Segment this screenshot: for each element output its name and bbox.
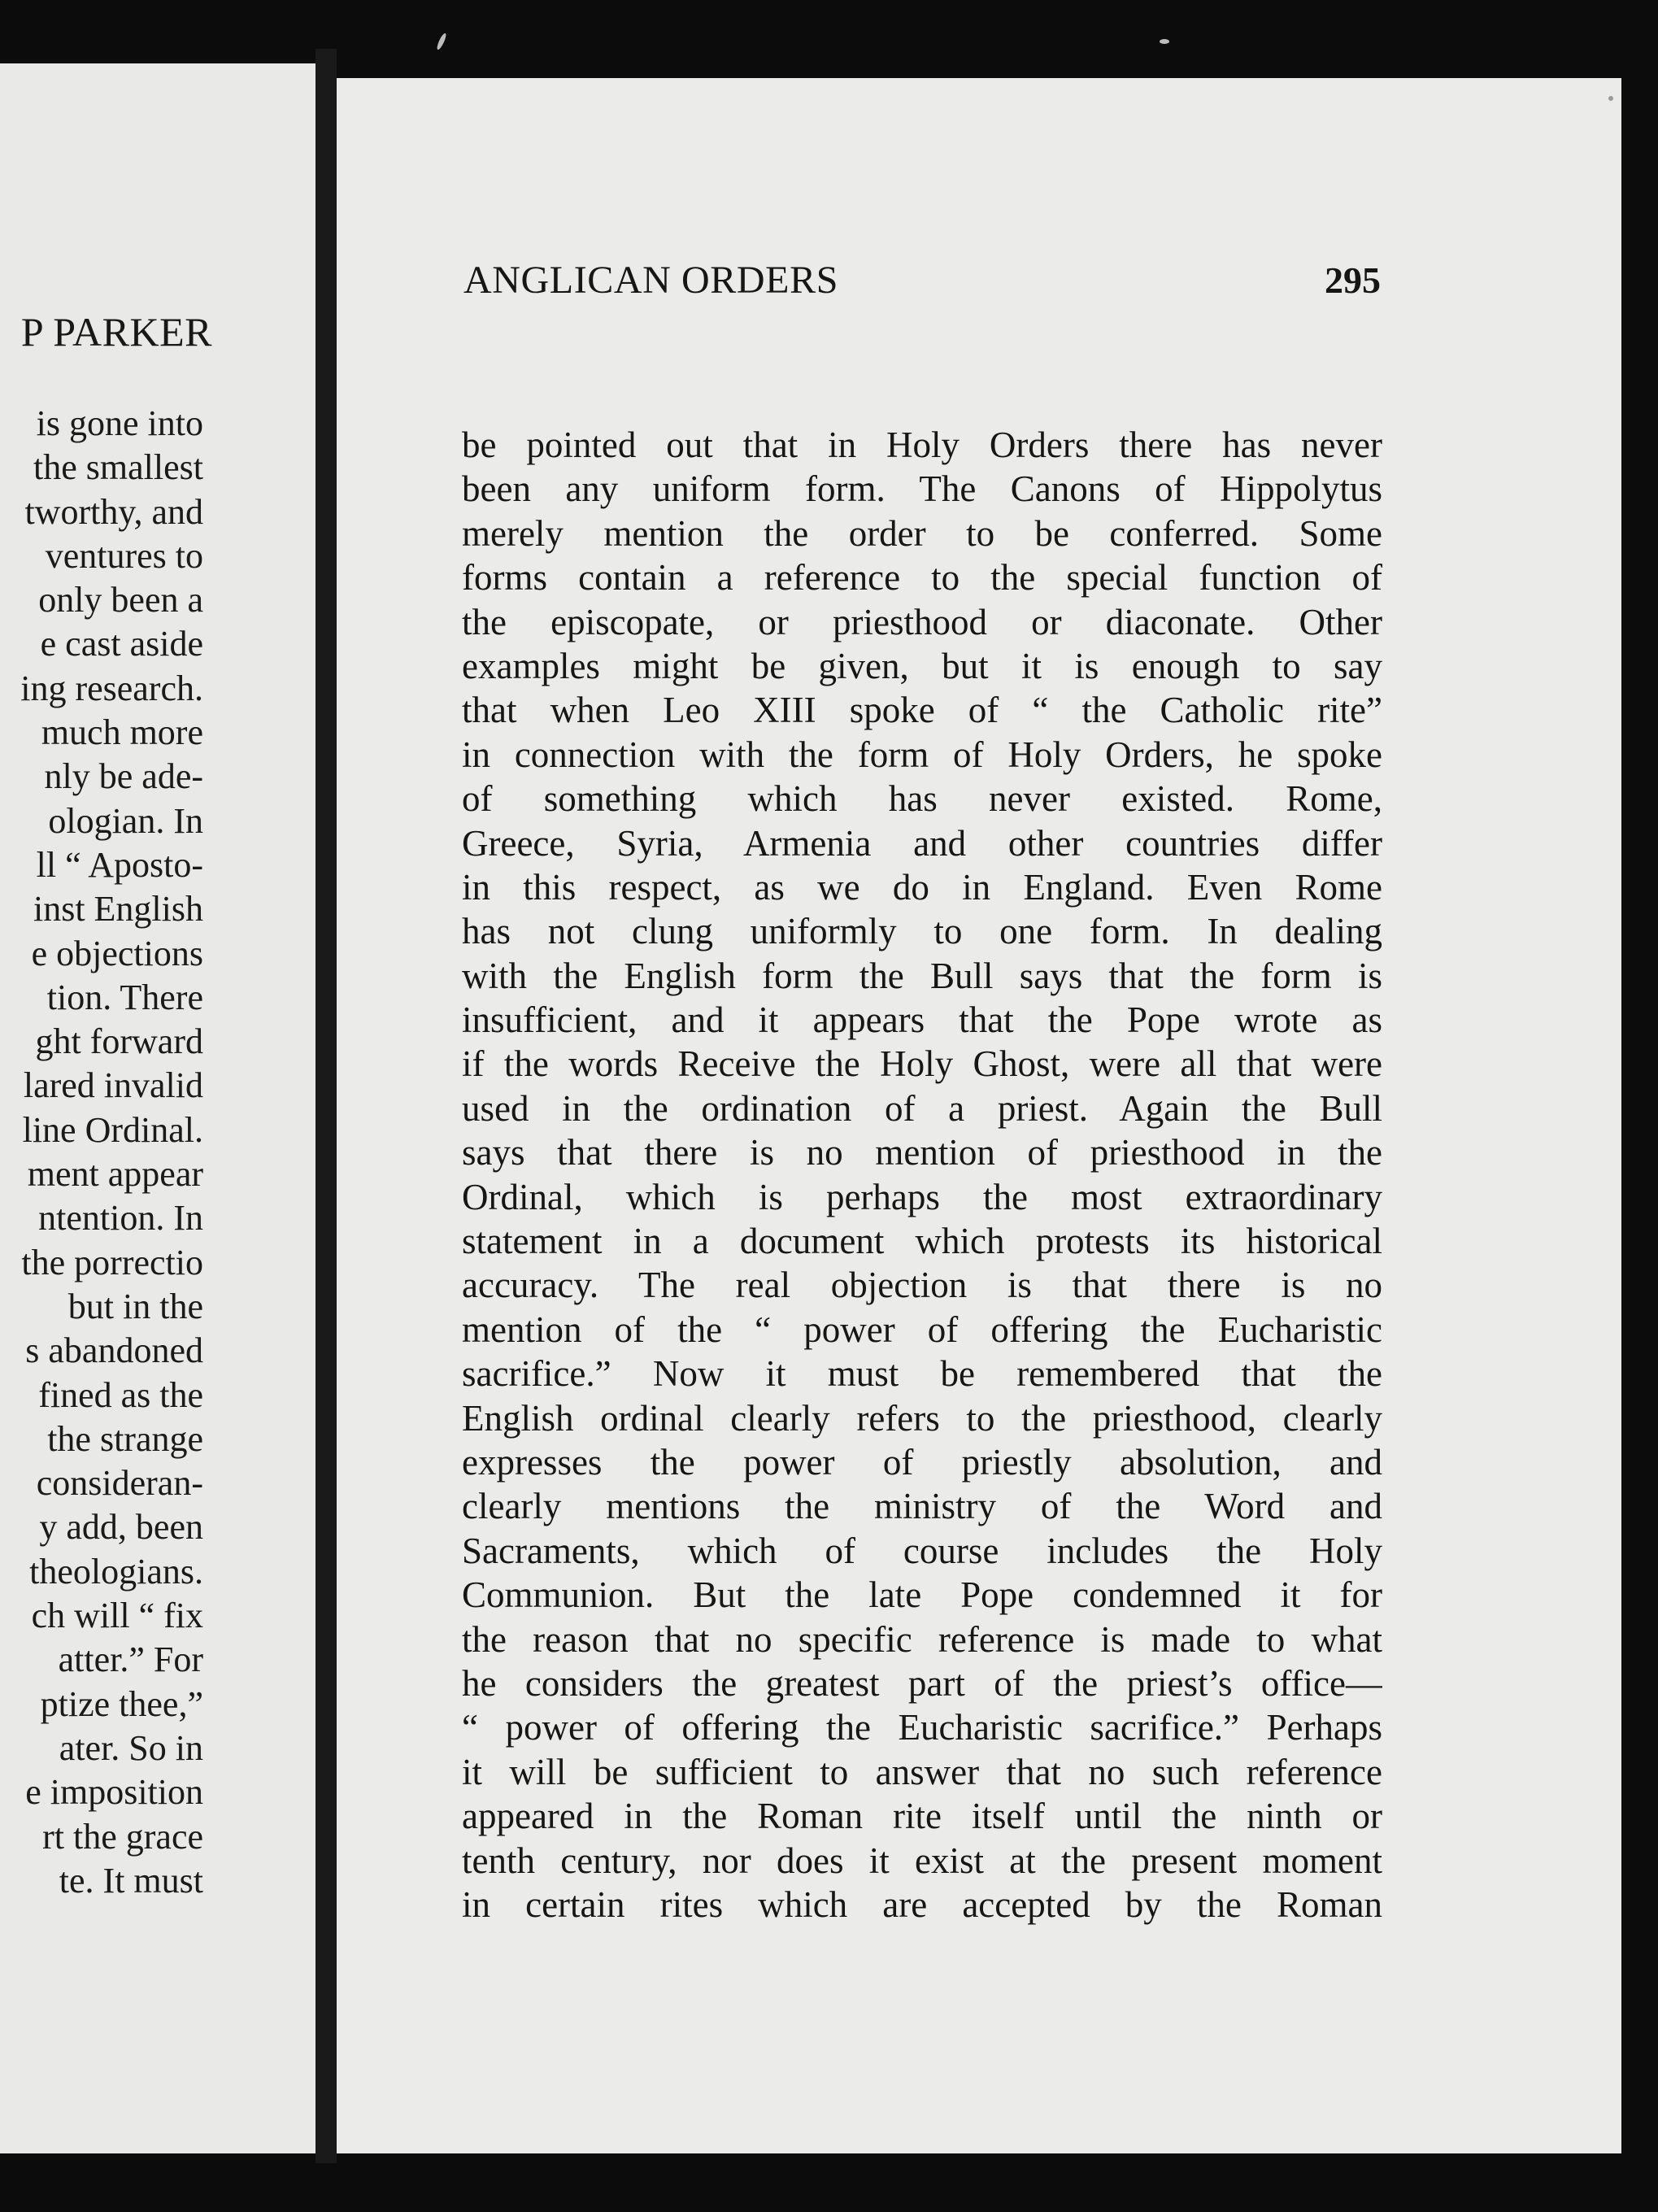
text-line: has not clung uniformly to one form. In dealing (462, 911, 1382, 952)
text-line: it will be sufficient to answer that no such reference (462, 1751, 1382, 1792)
book-gutter (315, 49, 337, 2163)
left-text-line: rt the grace (42, 1816, 203, 1857)
left-text-line: y add, been (39, 1507, 203, 1548)
left-text-line: inst English (33, 889, 203, 930)
left-text-line: e objections (31, 933, 203, 973)
text-line: Sacraments, which of course includes the Holy (462, 1530, 1382, 1571)
left-text-line: ing research. (20, 668, 203, 708)
text-line: merely mention the order to be conferred. Some (462, 512, 1382, 554)
text-line: English ordinal clearly refers to the priesthood, clearly (462, 1397, 1382, 1439)
text-line: mention of the “ power of offering the Eucharistic (462, 1308, 1382, 1350)
left-text-line: theologians. (29, 1551, 203, 1592)
text-line: been any uniform form. The Canons of Hippolytus (462, 468, 1382, 510)
left-text-line: ll “ Aposto- (36, 844, 203, 885)
left-text-line: but in the (67, 1286, 203, 1326)
text-line: that when Leo XIII spoke of “ the Catholic rite” (462, 690, 1382, 731)
left-text-line: ater. So in (59, 1727, 203, 1768)
left-text-line: e imposition (25, 1772, 203, 1813)
scan-speck (436, 33, 448, 50)
text-line: sacrifice.” Now it must be remembered that the (462, 1353, 1382, 1395)
text-line: expresses the power of priestly absolution, and (462, 1441, 1382, 1483)
body-text (462, 423, 1382, 1927)
left-text-line: only been a (38, 580, 203, 620)
left-text-line: e cast aside (40, 624, 203, 664)
text-line: Ordinal, which is perhaps the most extraordinary (462, 1176, 1382, 1217)
left-text-line: ch will “ fix (31, 1596, 203, 1636)
left-page-running-title: P PARKER (20, 309, 212, 355)
text-line: Greece, Syria, Armenia and other countries differ (462, 822, 1382, 864)
left-text-line: tion. There (46, 977, 203, 1017)
left-text-line: is gone into (36, 403, 203, 443)
left-page (0, 63, 315, 2153)
left-text-line: atter.” For (58, 1639, 203, 1680)
left-text-line: ptize thee,” (40, 1683, 203, 1724)
left-text-line: ologian. In (48, 800, 203, 841)
left-text-line: ght forward (35, 1021, 203, 1062)
text-line: statement in a document which protests its historical (462, 1221, 1382, 1262)
scan-speck (1608, 96, 1613, 101)
text-line: of something which has never existed. Rome, (462, 778, 1382, 820)
text-line: in certain rites which are accepted by the Roman (462, 1883, 1382, 1925)
text-line: Communion. But the late Pope condemned it for (462, 1574, 1382, 1616)
text-line: says that there is no mention of priesthood in the (462, 1132, 1382, 1173)
right-page (337, 78, 1621, 2153)
text-line: accuracy. The real objection is that there is no (462, 1265, 1382, 1306)
text-line: forms contain a reference to the special function of (462, 557, 1382, 599)
left-text-line: fined as the (38, 1374, 203, 1415)
text-line: used in the ordination of a priest. Again the Bull (462, 1087, 1382, 1129)
left-page-text (20, 402, 203, 1903)
text-line: insufficient, and it appears that the Pope wrote as (462, 999, 1382, 1041)
text-line: tenth century, nor does it exist at the present moment (462, 1840, 1382, 1881)
text-line: be pointed out that in Holy Orders there has never (462, 425, 1382, 465)
text-line: he considers the greatest part of the priest’s office— (462, 1662, 1382, 1704)
text-line: if the words Receive the Holy Ghost, were all that were (462, 1043, 1382, 1085)
left-text-line: the smallest (33, 447, 203, 488)
text-line: “ power of offering the Eucharistic sacrifice.” Perhaps (462, 1707, 1382, 1748)
text-line: the episcopate, or priesthood or diaconate. Other (462, 601, 1382, 642)
left-text-line: the porrectio (21, 1242, 203, 1282)
text-line: the reason that no specific reference is made to what (462, 1618, 1382, 1660)
left-text-line: ntention. In (38, 1198, 203, 1239)
left-text-line: the strange (47, 1418, 203, 1459)
text-line: in connection with the form of Holy Orders, he spoke (462, 734, 1382, 775)
left-text-line: ventures to (45, 535, 203, 576)
page-header (463, 254, 1381, 307)
left-text-line: s abandoned (25, 1330, 203, 1371)
text-line: in this respect, as we do in England. Even Rome (462, 866, 1382, 908)
scan-speck (1160, 39, 1169, 44)
left-text-line: consideran- (36, 1463, 203, 1504)
left-text-line: much more (41, 712, 203, 753)
text-line: with the English form the Bull says that the form is (462, 955, 1382, 996)
left-text-line: nly be ade- (44, 756, 203, 797)
text-line: appeared in the Roman rite itself until the ninth or (462, 1796, 1382, 1837)
left-text-line: line Ordinal. (22, 1109, 203, 1150)
left-text-line: ment appear (27, 1154, 203, 1195)
text-line: examples might be given, but it is enough to say (462, 645, 1382, 686)
left-text-line: lared invalid (23, 1065, 203, 1106)
page-number: 295 (1325, 259, 1381, 301)
left-text-line: tworthy, and (24, 491, 203, 532)
running-title: ANGLICAN ORDERS (463, 259, 839, 302)
text-line: clearly mentions the ministry of the Word and (462, 1486, 1382, 1527)
left-text-line: te. It must (59, 1860, 203, 1901)
